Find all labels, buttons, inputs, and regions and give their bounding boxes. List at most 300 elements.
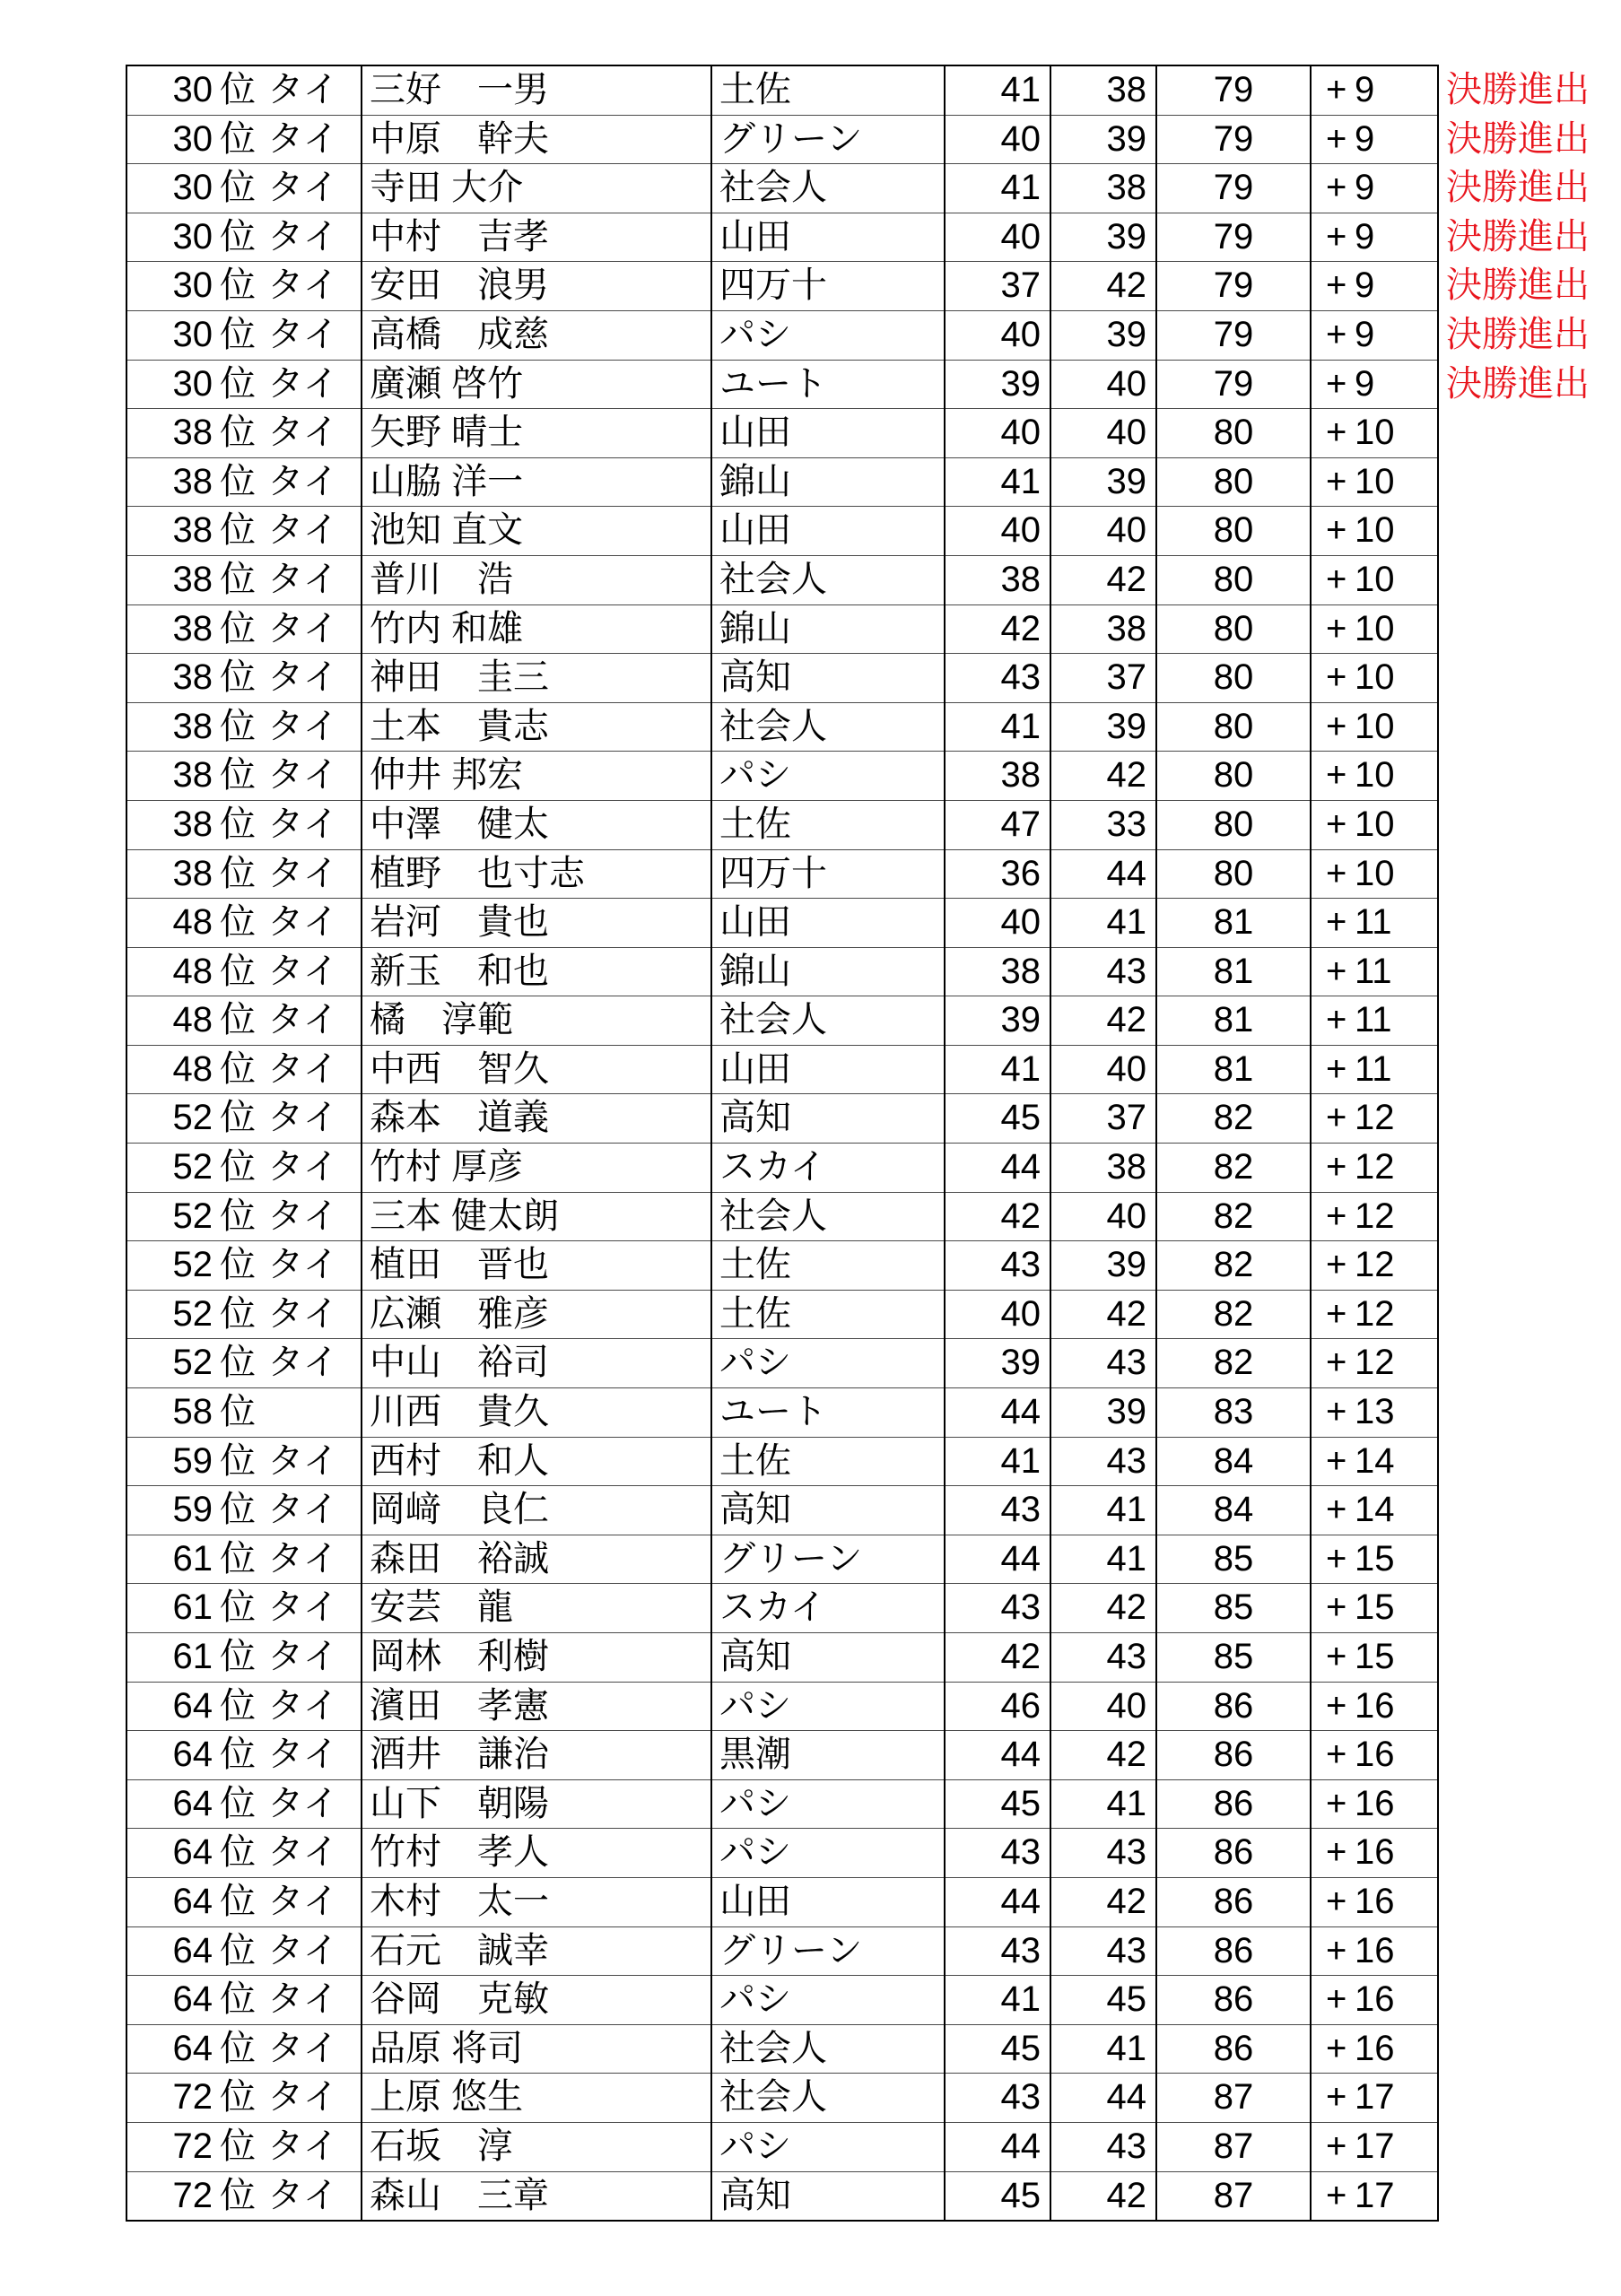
club-cell: パシ bbox=[711, 1339, 945, 1388]
qualified-note bbox=[1438, 849, 1621, 899]
total-score-cell: 79 bbox=[1156, 310, 1311, 360]
total-score-cell: 82 bbox=[1156, 1192, 1311, 1241]
over-par-cell bbox=[1311, 409, 1438, 458]
rank-number: 64 bbox=[172, 1881, 213, 1921]
out-score-cell: 43 bbox=[945, 2074, 1050, 2123]
rank-suffix: 位 bbox=[220, 2077, 256, 2118]
in-score-cell: 37 bbox=[1050, 654, 1156, 703]
out-score-cell: 43 bbox=[945, 1486, 1050, 1535]
club-cell: 四万十 bbox=[711, 849, 945, 899]
player-name-cell: 土本 貴志 bbox=[362, 702, 711, 752]
out-score-cell: 43 bbox=[945, 1829, 1050, 1878]
rank-cell bbox=[126, 1731, 362, 1780]
player-name-cell: 新玉 和也 bbox=[362, 947, 711, 996]
player-name-cell: 仲井 邦宏 bbox=[362, 752, 711, 801]
table-row bbox=[126, 1535, 1621, 1584]
plus-sign: + bbox=[1326, 314, 1347, 354]
rank-suffix: 位 bbox=[220, 1783, 256, 1823]
table-row bbox=[126, 2024, 1621, 2074]
table-row bbox=[126, 1290, 1621, 1339]
qualified-note bbox=[1438, 1241, 1621, 1291]
rank-cell bbox=[126, 1779, 362, 1829]
rank-cell bbox=[126, 360, 362, 409]
rank-cell bbox=[126, 1829, 362, 1878]
qualified-note bbox=[1438, 1486, 1621, 1535]
qualified-note bbox=[1438, 1633, 1621, 1683]
rank-suffix: 位 bbox=[220, 657, 256, 698]
player-name-cell: 石元 誠幸 bbox=[362, 1926, 711, 1976]
qualified-note bbox=[1438, 457, 1621, 507]
total-score-cell: 81 bbox=[1156, 899, 1311, 948]
results-table-body bbox=[126, 65, 1621, 2221]
rank-number: 30 bbox=[172, 314, 213, 354]
in-score-cell: 40 bbox=[1050, 360, 1156, 409]
tie-label: タイ bbox=[267, 853, 339, 893]
over-par-value: 11 bbox=[1355, 1000, 1392, 1040]
total-score-cell: 86 bbox=[1156, 1877, 1311, 1926]
rank-cell bbox=[126, 65, 362, 115]
out-score-cell: 40 bbox=[945, 213, 1050, 262]
table-row bbox=[126, 800, 1621, 849]
rank-cell bbox=[126, 555, 362, 604]
over-par-value: 11 bbox=[1355, 902, 1392, 943]
total-score-cell: 86 bbox=[1156, 1682, 1311, 1731]
in-score-cell: 40 bbox=[1050, 1045, 1156, 1094]
rank-cell bbox=[126, 507, 362, 556]
over-par-cell bbox=[1311, 1486, 1438, 1535]
total-score-cell: 86 bbox=[1156, 1976, 1311, 2025]
out-score-cell: 43 bbox=[945, 1241, 1050, 1291]
in-score-cell: 42 bbox=[1050, 752, 1156, 801]
rank-number: 52 bbox=[172, 1147, 213, 1187]
plus-sign: + bbox=[1326, 461, 1347, 501]
out-score-cell: 40 bbox=[945, 310, 1050, 360]
over-par-value: 11 bbox=[1355, 951, 1392, 991]
over-par-cell bbox=[1311, 1633, 1438, 1683]
player-name-cell: 中西 智久 bbox=[362, 1045, 711, 1094]
over-par-value: 9 bbox=[1355, 314, 1375, 354]
total-score-cell: 86 bbox=[1156, 1779, 1311, 1829]
player-name-cell: 三好 一男 bbox=[362, 65, 711, 115]
tie-label: タイ bbox=[267, 1343, 339, 1383]
rank-number: 58 bbox=[172, 1392, 213, 1432]
plus-sign: + bbox=[1326, 2028, 1347, 2068]
over-par-cell bbox=[1311, 1045, 1438, 1094]
rank-cell bbox=[126, 1388, 362, 1438]
rank-cell bbox=[126, 213, 362, 262]
over-par-value: 10 bbox=[1355, 608, 1395, 648]
over-par-value: 12 bbox=[1355, 1147, 1395, 1187]
table-row bbox=[126, 1486, 1621, 1535]
tie-label: タイ bbox=[267, 608, 339, 648]
out-score-cell: 44 bbox=[945, 1877, 1050, 1926]
over-par-cell bbox=[1311, 2122, 1438, 2171]
out-score-cell: 41 bbox=[945, 1437, 1050, 1486]
total-score-cell: 80 bbox=[1156, 654, 1311, 703]
plus-sign: + bbox=[1326, 1735, 1347, 1775]
rank-cell bbox=[126, 310, 362, 360]
in-score-cell: 39 bbox=[1050, 310, 1156, 360]
in-score-cell: 39 bbox=[1050, 213, 1156, 262]
rank-number: 48 bbox=[172, 1000, 213, 1040]
player-name-cell: 酒井 謙治 bbox=[362, 1731, 711, 1780]
table-row bbox=[126, 1339, 1621, 1388]
table-row bbox=[126, 1584, 1621, 1633]
out-score-cell: 44 bbox=[945, 2122, 1050, 2171]
rank-suffix: 位 bbox=[220, 1538, 256, 1578]
qualified-note bbox=[1438, 1437, 1621, 1486]
over-par-value: 16 bbox=[1355, 1783, 1395, 1823]
rank-number: 30 bbox=[172, 265, 213, 306]
out-score-cell: 40 bbox=[945, 409, 1050, 458]
club-cell: パシ bbox=[711, 752, 945, 801]
total-score-cell: 81 bbox=[1156, 947, 1311, 996]
club-cell: 土佐 bbox=[711, 800, 945, 849]
total-score-cell: 84 bbox=[1156, 1486, 1311, 1535]
in-score-cell: 42 bbox=[1050, 555, 1156, 604]
tie-label: タイ bbox=[267, 1196, 339, 1236]
tie-label: タイ bbox=[267, 216, 339, 257]
plus-sign: + bbox=[1326, 1979, 1347, 2020]
over-par-cell bbox=[1311, 507, 1438, 556]
rank-suffix: 位 bbox=[220, 363, 256, 404]
rank-suffix: 位 bbox=[220, 118, 256, 159]
club-cell: 山田 bbox=[711, 899, 945, 948]
rank-suffix: 位 bbox=[220, 1930, 256, 1970]
tie-label: タイ bbox=[267, 461, 339, 501]
plus-sign: + bbox=[1326, 2175, 1347, 2215]
out-score-cell: 41 bbox=[945, 1976, 1050, 2025]
out-score-cell: 36 bbox=[945, 849, 1050, 899]
tie-label: タイ bbox=[267, 314, 339, 354]
player-name-cell: 三本 健太朗 bbox=[362, 1192, 711, 1241]
qualified-note bbox=[1438, 2074, 1621, 2123]
in-score-cell: 43 bbox=[1050, 2122, 1156, 2171]
total-score-cell: 87 bbox=[1156, 2122, 1311, 2171]
rank-cell bbox=[126, 409, 362, 458]
rank-cell bbox=[126, 800, 362, 849]
table-row bbox=[126, 752, 1621, 801]
rank-suffix: 位 bbox=[220, 1490, 256, 1530]
club-cell: 山田 bbox=[711, 507, 945, 556]
rank-cell bbox=[126, 1290, 362, 1339]
rank-number: 64 bbox=[172, 1832, 213, 1873]
plus-sign: + bbox=[1326, 118, 1347, 159]
rank-number: 30 bbox=[172, 70, 213, 109]
rank-cell bbox=[126, 1192, 362, 1241]
table-row bbox=[126, 213, 1621, 262]
player-name-cell: 植田 晋也 bbox=[362, 1241, 711, 1291]
tie-label: タイ bbox=[267, 2175, 339, 2215]
out-score-cell: 40 bbox=[945, 507, 1050, 556]
plus-sign: + bbox=[1326, 2126, 1347, 2166]
tie-label: タイ bbox=[267, 1440, 339, 1481]
qualified-note bbox=[1438, 1144, 1621, 1193]
rank-cell bbox=[126, 2171, 362, 2221]
over-par-value: 9 bbox=[1355, 118, 1375, 159]
over-par-value: 12 bbox=[1355, 1196, 1395, 1236]
qualified-note bbox=[1438, 899, 1621, 948]
rank-suffix: 位 bbox=[220, 2028, 256, 2068]
rank-cell bbox=[126, 164, 362, 213]
qualified-note: 決勝進出 bbox=[1446, 363, 1590, 404]
rank-number: 38 bbox=[172, 510, 213, 551]
table-row bbox=[126, 164, 1621, 213]
player-name-cell: 石坂 淳 bbox=[362, 2122, 711, 2171]
in-score-cell: 42 bbox=[1050, 2171, 1156, 2221]
over-par-value: 10 bbox=[1355, 706, 1395, 746]
rank-cell bbox=[126, 1437, 362, 1486]
over-par-cell bbox=[1311, 1682, 1438, 1731]
plus-sign: + bbox=[1326, 1196, 1347, 1236]
in-score-cell: 42 bbox=[1050, 1731, 1156, 1780]
over-par-cell bbox=[1311, 2171, 1438, 2221]
plus-sign: + bbox=[1326, 902, 1347, 943]
rank-suffix: 位 bbox=[220, 1637, 256, 1676]
player-name-cell: 森田 裕誠 bbox=[362, 1535, 711, 1584]
rank-suffix: 位 bbox=[220, 1000, 256, 1040]
tie-label: タイ bbox=[267, 2126, 339, 2166]
plus-sign: + bbox=[1326, 1392, 1347, 1432]
plus-sign: + bbox=[1326, 1832, 1347, 1873]
rank-number: 52 bbox=[172, 1196, 213, 1236]
player-name-cell: 安田 浪男 bbox=[362, 262, 711, 311]
tie-label: タイ bbox=[267, 510, 339, 551]
in-score-cell: 41 bbox=[1050, 1535, 1156, 1584]
tie-label: タイ bbox=[267, 2028, 339, 2068]
over-par-value: 17 bbox=[1355, 2077, 1395, 2118]
club-cell: 山田 bbox=[711, 1045, 945, 1094]
plus-sign: + bbox=[1326, 657, 1347, 698]
plus-sign: + bbox=[1326, 265, 1347, 306]
total-score-cell: 82 bbox=[1156, 1094, 1311, 1144]
over-par-value: 16 bbox=[1355, 1979, 1395, 2020]
rank-number: 64 bbox=[172, 1979, 213, 2020]
club-cell: 土佐 bbox=[711, 1290, 945, 1339]
table-row bbox=[126, 555, 1621, 604]
table-row bbox=[126, 947, 1621, 996]
club-cell: 高知 bbox=[711, 1486, 945, 1535]
club-cell: 社会人 bbox=[711, 2074, 945, 2123]
club-cell: 社会人 bbox=[711, 702, 945, 752]
rank-cell bbox=[126, 1486, 362, 1535]
over-par-value: 17 bbox=[1355, 2126, 1395, 2166]
rank-number: 48 bbox=[172, 951, 213, 991]
rank-number: 38 bbox=[172, 461, 213, 501]
out-score-cell: 47 bbox=[945, 800, 1050, 849]
over-par-value: 10 bbox=[1355, 657, 1395, 698]
plus-sign: + bbox=[1326, 1685, 1347, 1726]
tie-label: タイ bbox=[267, 559, 339, 599]
qualified-note bbox=[1438, 1682, 1621, 1731]
in-score-cell: 42 bbox=[1050, 1877, 1156, 1926]
qualified-note bbox=[1438, 752, 1621, 801]
table-row bbox=[126, 654, 1621, 703]
player-name-cell: 川西 貴久 bbox=[362, 1388, 711, 1438]
qualified-note: 決勝進出 bbox=[1446, 216, 1590, 257]
table-row bbox=[126, 1829, 1621, 1878]
club-cell: 錦山 bbox=[711, 947, 945, 996]
player-name-cell: 中原 幹夫 bbox=[362, 115, 711, 164]
rank-number: 38 bbox=[172, 804, 213, 844]
player-name-cell: 岡﨑 良仁 bbox=[362, 1486, 711, 1535]
rank-suffix: 位 bbox=[220, 1685, 256, 1726]
out-score-cell: 41 bbox=[945, 702, 1050, 752]
in-score-cell: 42 bbox=[1050, 262, 1156, 311]
club-cell: 社会人 bbox=[711, 1192, 945, 1241]
in-score-cell: 43 bbox=[1050, 1339, 1156, 1388]
rank-number: 52 bbox=[172, 1343, 213, 1383]
rank-cell bbox=[126, 654, 362, 703]
player-name-cell: 橘 淳範 bbox=[362, 996, 711, 1046]
tie-label: タイ bbox=[267, 1685, 339, 1726]
player-name-cell: 品原 将司 bbox=[362, 2024, 711, 2074]
table-row bbox=[126, 1633, 1621, 1683]
qualified-note bbox=[1438, 555, 1621, 604]
club-cell: 土佐 bbox=[711, 1241, 945, 1291]
rank-suffix: 位 bbox=[220, 265, 256, 306]
out-score-cell: 39 bbox=[945, 996, 1050, 1046]
total-score-cell: 86 bbox=[1156, 2024, 1311, 2074]
over-par-cell bbox=[1311, 262, 1438, 311]
plus-sign: + bbox=[1326, 1587, 1347, 1628]
over-par-value: 10 bbox=[1355, 755, 1395, 796]
club-cell: 錦山 bbox=[711, 457, 945, 507]
over-par-cell bbox=[1311, 1535, 1438, 1584]
plus-sign: + bbox=[1326, 1293, 1347, 1334]
rank-number: 38 bbox=[172, 657, 213, 698]
table-row bbox=[126, 360, 1621, 409]
rank-cell bbox=[126, 899, 362, 948]
rank-suffix: 位 bbox=[220, 559, 256, 599]
rank-number: 59 bbox=[172, 1440, 213, 1481]
plus-sign: + bbox=[1326, 363, 1347, 404]
over-par-cell bbox=[1311, 1388, 1438, 1438]
qualified-note bbox=[1438, 1094, 1621, 1144]
table-row bbox=[126, 507, 1621, 556]
rank-suffix: 位 bbox=[220, 413, 256, 453]
out-score-cell: 40 bbox=[945, 899, 1050, 948]
qualified-note bbox=[1438, 654, 1621, 703]
club-cell: 黒潮 bbox=[711, 1731, 945, 1780]
tie-label: タイ bbox=[267, 1735, 339, 1775]
plus-sign: + bbox=[1326, 804, 1347, 844]
rank-suffix: 位 bbox=[220, 1881, 256, 1921]
total-score-cell: 79 bbox=[1156, 65, 1311, 115]
qualified-note bbox=[1438, 1045, 1621, 1094]
over-par-value: 9 bbox=[1355, 363, 1375, 404]
total-score-cell: 80 bbox=[1156, 604, 1311, 654]
over-par-value: 16 bbox=[1355, 1832, 1395, 1873]
over-par-value: 10 bbox=[1355, 413, 1395, 453]
table-row bbox=[126, 1731, 1621, 1780]
rank-suffix: 位 bbox=[220, 1098, 256, 1138]
tie-label: タイ bbox=[267, 2077, 339, 2118]
tie-label: タイ bbox=[267, 1098, 339, 1138]
player-name-cell: 中澤 健太 bbox=[362, 800, 711, 849]
out-score-cell: 45 bbox=[945, 2171, 1050, 2221]
over-par-value: 9 bbox=[1355, 216, 1375, 257]
plus-sign: + bbox=[1326, 1048, 1347, 1089]
tie-label: タイ bbox=[267, 1832, 339, 1873]
rank-cell bbox=[126, 1633, 362, 1683]
qualified-note bbox=[1438, 2171, 1621, 2221]
tie-label: タイ bbox=[267, 1245, 339, 1285]
plus-sign: + bbox=[1326, 706, 1347, 746]
player-name-cell: 高橋 成慈 bbox=[362, 310, 711, 360]
qualified-note bbox=[1438, 1976, 1621, 2025]
qualified-note: 決勝進出 bbox=[1446, 168, 1590, 208]
tie-label: タイ bbox=[267, 1293, 339, 1334]
total-score-cell: 81 bbox=[1156, 1045, 1311, 1094]
over-par-value: 10 bbox=[1355, 510, 1395, 551]
in-score-cell: 44 bbox=[1050, 2074, 1156, 2123]
in-score-cell: 41 bbox=[1050, 1486, 1156, 1535]
qualified-note: 決勝進出 bbox=[1446, 265, 1590, 306]
table-row bbox=[126, 115, 1621, 164]
club-cell: 山田 bbox=[711, 1877, 945, 1926]
over-par-value: 16 bbox=[1355, 1881, 1395, 1921]
rank-suffix: 位 bbox=[220, 2175, 256, 2215]
club-cell: 山田 bbox=[711, 409, 945, 458]
out-score-cell: 42 bbox=[945, 1633, 1050, 1683]
plus-sign: + bbox=[1326, 1637, 1347, 1676]
rank-suffix: 位 bbox=[220, 1245, 256, 1285]
table-row bbox=[126, 65, 1621, 115]
out-score-cell: 41 bbox=[945, 65, 1050, 115]
club-cell: パシ bbox=[711, 1976, 945, 2025]
over-par-cell bbox=[1311, 360, 1438, 409]
club-cell: ユート bbox=[711, 360, 945, 409]
rank-cell bbox=[126, 457, 362, 507]
qualified-note: 決勝進出 bbox=[1446, 314, 1590, 354]
in-score-cell: 33 bbox=[1050, 800, 1156, 849]
rank-number: 48 bbox=[172, 902, 213, 943]
in-score-cell: 38 bbox=[1050, 65, 1156, 115]
in-score-cell: 38 bbox=[1050, 604, 1156, 654]
tie-label: タイ bbox=[267, 1490, 339, 1530]
club-cell: パシ bbox=[711, 1829, 945, 1878]
rank-suffix: 位 bbox=[220, 706, 256, 746]
rank-cell bbox=[126, 1045, 362, 1094]
rank-number: 38 bbox=[172, 755, 213, 796]
rank-cell bbox=[126, 1241, 362, 1291]
rank-cell bbox=[126, 2024, 362, 2074]
club-cell: 山田 bbox=[711, 213, 945, 262]
rank-suffix: 位 bbox=[220, 853, 256, 893]
rank-number: 38 bbox=[172, 608, 213, 648]
over-par-cell bbox=[1311, 213, 1438, 262]
player-name-cell: 森山 三章 bbox=[362, 2171, 711, 2221]
qualified-note bbox=[1438, 1339, 1621, 1388]
player-name-cell: 岩河 貴也 bbox=[362, 899, 711, 948]
total-score-cell: 84 bbox=[1156, 1437, 1311, 1486]
total-score-cell: 85 bbox=[1156, 1633, 1311, 1683]
plus-sign: + bbox=[1326, 1343, 1347, 1383]
out-score-cell: 44 bbox=[945, 1144, 1050, 1193]
qualified-note bbox=[1438, 1192, 1621, 1241]
rank-cell bbox=[126, 1339, 362, 1388]
table-row bbox=[126, 457, 1621, 507]
rank-number: 52 bbox=[172, 1245, 213, 1285]
plus-sign: + bbox=[1326, 1440, 1347, 1481]
plus-sign: + bbox=[1326, 1098, 1347, 1138]
player-name-cell: 竹村 厚彦 bbox=[362, 1144, 711, 1193]
over-par-cell bbox=[1311, 1731, 1438, 1780]
out-score-cell: 39 bbox=[945, 1339, 1050, 1388]
total-score-cell: 87 bbox=[1156, 2171, 1311, 2221]
in-score-cell: 39 bbox=[1050, 457, 1156, 507]
